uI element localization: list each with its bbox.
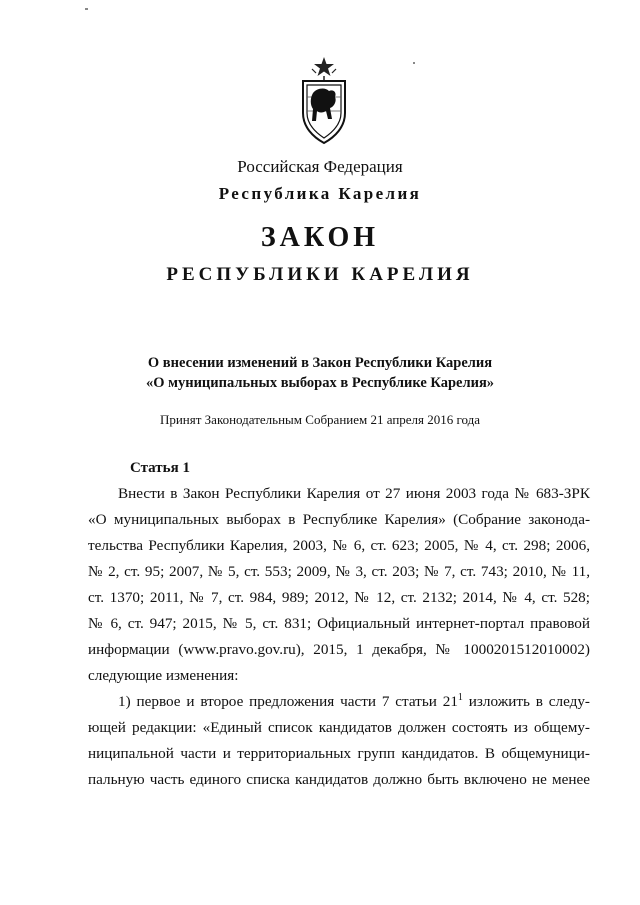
republic-name: Республика Карелия xyxy=(218,184,422,203)
law-subject-line-1: О внесении изменений в Закон Республики Карелия xyxy=(147,355,493,371)
law-subject-line-2: «О муниципальных выборах в Республике Карелия» xyxy=(145,375,495,391)
article-text-line: ст. 1370; 2011, № 7, ст. 984, 989; 2012, № 12, ст. 2132; 2014, № 4, ст. 528; xyxy=(88,589,590,606)
article-body xyxy=(88,481,590,793)
article-text-line: тельства Республики Карелия, 2003, № 6, ст. 623; 2005, № 4, ст. 298; 2006, xyxy=(88,537,590,554)
article-text-line: № 2, ст. 95; 2007, № 5, ст. 553; 2009, № 3, ст. 203; № 7, ст. 743; 2010, № 11, xyxy=(88,563,590,580)
law-subtitle: РЕСПУБЛИКИ КАРЕЛИЯ xyxy=(166,264,474,285)
scan-speck xyxy=(85,8,88,10)
item-1-superscript: 1 xyxy=(457,691,463,703)
karelia-coat-of-arms-icon xyxy=(297,55,351,145)
article-text-line: следующие изменения: xyxy=(88,667,239,684)
article-text-line: «О муниципальных выборах в Республике Карелия» (Собрание законода- xyxy=(88,511,590,528)
item-1-first-line xyxy=(88,689,590,715)
item-1-text-line: ниципальной части и территориальных групп кандидатов. В общемуници- xyxy=(88,745,590,762)
scan-speck xyxy=(413,62,415,64)
item-1-suffix: изложить в следу- xyxy=(462,693,590,710)
item-1-text-line: пальную часть единого списка кандидатов должно быть включено не менее xyxy=(88,771,590,788)
article-heading: Статья 1 xyxy=(130,460,190,476)
article-text-line: № 6, ст. 947; 2015, № 5, ст. 831; Официальный интернет-портал правовой xyxy=(88,615,590,632)
country-name: Российская Федерация xyxy=(237,157,403,176)
law-title: ЗАКОН xyxy=(260,222,380,253)
item-1-prefix: 1) первое и второе предложения части 7 статьи 21 xyxy=(118,693,458,710)
item-1-text-line: ющей редакции: «Единый список кандидатов должен состоять из общему- xyxy=(88,719,590,736)
adoption-note: Принят Законодательным Собранием 21 апреля 2016 года xyxy=(159,412,481,427)
article-text-line: информации (www.pravo.gov.ru), 2015, 1 декабря, № 1000201512010002) xyxy=(88,641,590,658)
article-text-line: Внести в Закон Республики Карелия от 27 июня 2003 года № 683-ЗРК xyxy=(118,485,590,502)
